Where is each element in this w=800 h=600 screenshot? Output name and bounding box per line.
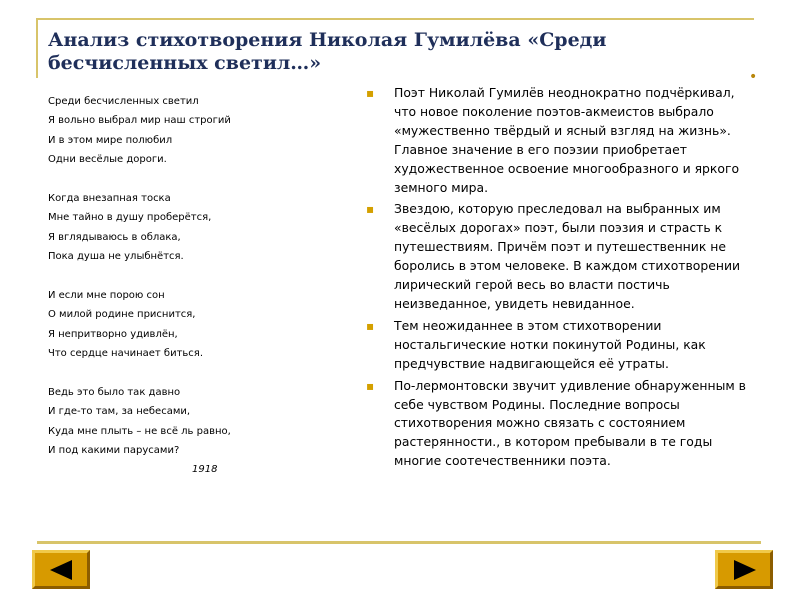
arrow-right-icon xyxy=(734,560,756,580)
poem-line: Ведь это было так давно xyxy=(48,386,181,398)
poem-line: Мне тайно в душу проберётся, xyxy=(48,212,212,224)
analysis-note-text: По-лермонтовски звучит удивление обнаруженным в себе чувством Родины. Последние вопросы стихотворения можно связать с состоянием растерянности., в котором пребывали в те годы многие соотечественники поэта. xyxy=(394,377,746,469)
bottom-divider xyxy=(37,541,761,544)
square-bullet-icon: ▪ xyxy=(366,378,375,393)
dot-icon: • xyxy=(749,69,758,85)
poem-line: Куда мне плыть – не всё ль равно, xyxy=(48,425,231,437)
poem-year: 1918 xyxy=(192,464,218,476)
poem-line: Я непритворно удивлён, xyxy=(48,328,178,340)
square-bullet-icon: ▪ xyxy=(366,318,375,333)
analysis-note xyxy=(366,317,756,374)
poem-line: И если мне порою сон xyxy=(48,289,165,301)
stanza-spacer xyxy=(48,267,338,286)
analysis-note-text: Поэт Николай Гумилёв неоднократно подчёркивал, что новое поколение поэтов-акмеистов выбрало «мужественно твёрдый и ясный взгляд на жизнь». Главное значение в его поэзии приобретает художественное освоение многообразного и яркого земного мира. xyxy=(394,85,740,195)
poem-line: Пока душа не улыбнётся. xyxy=(48,251,184,263)
analysis-note xyxy=(366,84,756,197)
square-bullet-icon: ▪ xyxy=(366,202,375,217)
poem-line: И под какими парусами? xyxy=(48,445,180,457)
slide-title: Анализ стихотворения Николая Гумилёва «Среди бесчисленных светил…» xyxy=(48,29,607,74)
analysis-note-text: Звездою, которую преследовал на выбранных им «весёлых дорогах» поэт, были поэзия и страсть к путешествиям. Причём поэт и путешественник не боролись в этом человеке. В каждом стихотворении лирический герой весь во власти постичь неизведанное, увидеть невиданное. xyxy=(394,201,741,311)
poem-line: Я вольно выбрал мир наш строгий xyxy=(48,115,231,127)
stanza-spacer xyxy=(48,170,338,189)
poem-stanza-2 xyxy=(48,189,338,267)
previous-slide-button[interactable] xyxy=(32,550,90,589)
poem-stanza-1 xyxy=(48,92,338,170)
poem-line: И где-то там, за небесами, xyxy=(48,406,191,418)
analysis-notes xyxy=(366,84,756,474)
analysis-note xyxy=(366,377,756,472)
square-bullet-icon: ▪ xyxy=(366,86,375,100)
poem-line: И в этом мире полюбил xyxy=(48,134,173,146)
poem-line: Я вглядываюсь в облака, xyxy=(48,231,181,243)
next-slide-button[interactable] xyxy=(715,550,773,589)
poem-text xyxy=(48,92,338,480)
poem-line: Среди бесчисленных светил xyxy=(48,96,199,107)
slide-frame-top-line xyxy=(36,18,754,20)
poem-stanza-3 xyxy=(48,286,338,364)
poem-line: Одни весёлые дороги. xyxy=(48,154,167,166)
arrow-left-icon xyxy=(50,560,72,580)
poem-line: Когда внезапная тоска xyxy=(48,192,171,204)
slide-frame-left-line xyxy=(36,18,38,78)
poem-stanza-4 xyxy=(48,383,338,461)
analysis-note xyxy=(366,200,756,313)
poem-line: Что сердце начинает биться. xyxy=(48,348,203,360)
analysis-note-text: Тем неожиданнее в этом стихотворении ностальгические нотки покинутой Родины, как предчувствие надвигающейся её утраты. xyxy=(394,317,706,371)
stanza-spacer xyxy=(48,363,338,382)
poem-line: О милой родине приснится, xyxy=(48,309,196,321)
